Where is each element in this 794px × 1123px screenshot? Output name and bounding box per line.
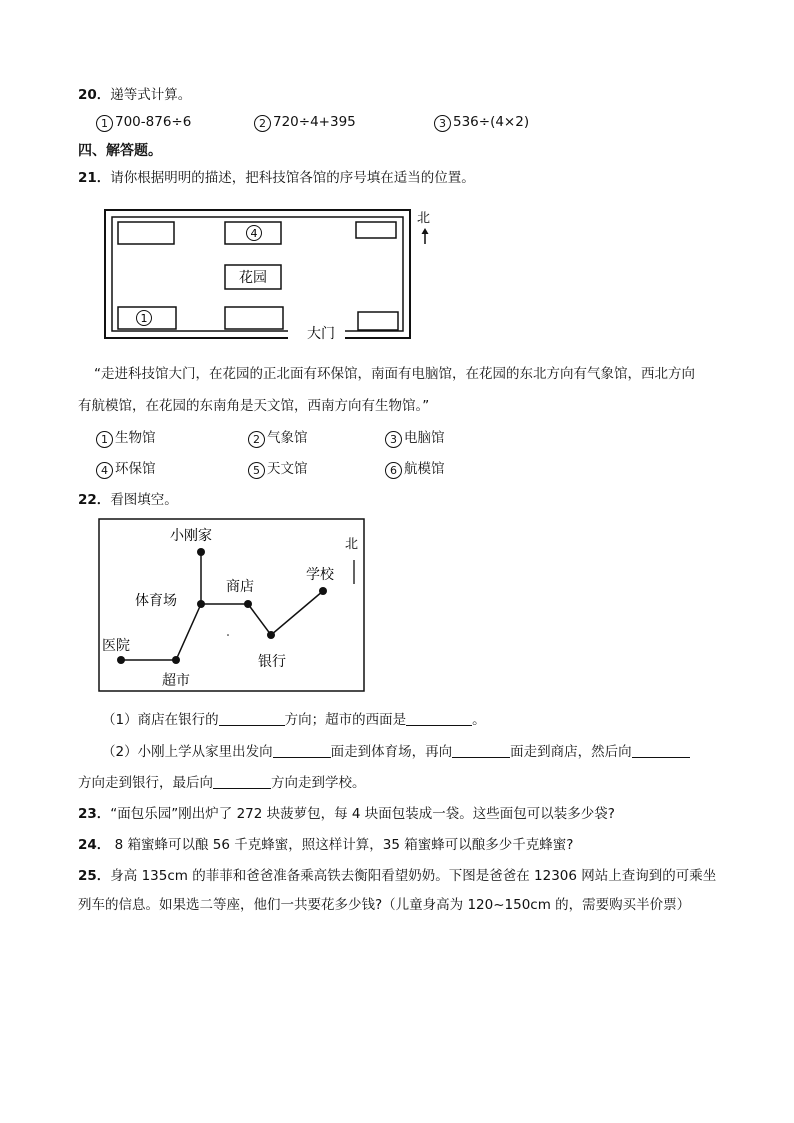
- school-label: 学校: [306, 567, 334, 583]
- q21-title: 请你根据明明的描述，把科技馆各馆的序号填在适当的位置。: [110, 170, 475, 186]
- q23-row: [78, 802, 615, 822]
- q20-title: 递等式计算。: [110, 87, 192, 103]
- q21-description-line1: “走进科技馆大门，在花园的正北面有环保馆，南面有电脑馆，在花园的东北方向有气象馆，西北方向: [94, 366, 695, 382]
- q23-number: 23．: [78, 806, 111, 822]
- circled-number: 2: [254, 115, 271, 132]
- answer-blank[interactable]: [213, 776, 271, 789]
- q22-number: 22．: [78, 492, 111, 508]
- section-heading: 四、解答题。: [78, 143, 162, 159]
- q20-number: 20．: [78, 87, 111, 103]
- supermarket-label: 超市: [162, 673, 190, 689]
- q20-item-2: 2 720÷4+395: [254, 114, 356, 132]
- q21-description-line2: 有航模馆，在花园的东南角是天文馆，西南方向有生物馆。”: [78, 398, 430, 414]
- garden-label: 花园: [239, 270, 267, 286]
- room-bottom-right: [358, 312, 398, 330]
- gate-label: 大门: [307, 326, 335, 342]
- stadium-label: 体育场: [135, 593, 177, 609]
- q21-option-4: 4 环保馆: [96, 457, 156, 479]
- answer-blank[interactable]: [406, 713, 472, 726]
- q25-line1: 身高 135cm 的菲菲和爸爸准备乘高铁去衡阳看望奶奶。下图是爸爸在 12306 网站上查询到的可乘坐: [110, 868, 717, 884]
- north-label: 北: [417, 211, 431, 226]
- q22-part2-line2: 方向走到银行，最后向 方向走到学校。: [78, 775, 366, 791]
- q21-option-3: 3 电脑馆: [385, 426, 445, 448]
- room-top-center-value: 4: [250, 227, 258, 240]
- hospital-point: [117, 656, 125, 664]
- answer-blank[interactable]: [219, 713, 285, 726]
- answer-blank[interactable]: [273, 745, 331, 758]
- q20-title-row: [78, 83, 191, 103]
- q21-title-row: [78, 166, 475, 186]
- shop-point: [244, 600, 252, 608]
- answer-blank[interactable]: [452, 745, 510, 758]
- room-top-left: [118, 222, 174, 244]
- q25-row: [78, 864, 716, 884]
- q22-title-row: [78, 488, 178, 508]
- q22-title: 看图填空。: [110, 492, 178, 508]
- north-label: 北: [345, 537, 359, 552]
- xiaogang-home-point: [197, 548, 205, 556]
- xiaogang-home-label: 小刚家: [170, 528, 212, 544]
- room-bottom-center: [225, 307, 283, 329]
- q25-line2: 列车的信息。如果选二等座，他们一共要花多少钱?（儿童身高为 120~150cm 的，需要购买半价票）: [78, 897, 691, 913]
- q22-part2-line1: （2）小刚上学从家里出发向 面走到体育场，再向 面走到商店，然后向: [102, 740, 690, 760]
- q20-item-1: 1 700-876÷6: [96, 114, 191, 132]
- q24-row: [78, 833, 573, 853]
- q21-option-1: 1 生物馆: [96, 426, 156, 448]
- q21-option-6: 6 航模馆: [385, 457, 445, 479]
- q22-part1: （1）商店在银行的 方向；超市的西面是 。: [102, 712, 486, 728]
- school-point: [319, 587, 327, 595]
- route-map: [98, 518, 366, 694]
- circled-number: 3: [434, 115, 451, 132]
- bank-point: [267, 631, 275, 639]
- stadium-point: [197, 600, 205, 608]
- q24-text: 8 箱蜜蜂可以酿 56 千克蜂蜜，照这样计算，35 箱蜜蜂可以酿多少千克蜂蜜?: [110, 837, 574, 853]
- q21-option-2: 2 气象馆: [248, 426, 308, 448]
- north-arrowhead-icon: [422, 228, 429, 234]
- hospital-label: 医院: [102, 638, 130, 654]
- room-top-right: [356, 222, 396, 238]
- science-museum-map: [100, 204, 440, 344]
- supermarket-point: [172, 656, 180, 664]
- circled-number: 1: [96, 115, 113, 132]
- q20-item-3: 3 536÷(4×2): [434, 114, 529, 132]
- q23-text: “面包乐园”刚出炉了 272 块菠萝包，每 4 块面包装成一袋。这些面包可以装多少袋?: [110, 806, 615, 822]
- q24-number: 24．: [78, 837, 111, 853]
- q21-number: 21．: [78, 170, 111, 186]
- room-bottom-left-value: 1: [140, 312, 148, 325]
- q21-option-5: 5 天文馆: [248, 457, 308, 479]
- answer-blank[interactable]: [632, 745, 690, 758]
- shop-label: 商店: [226, 579, 254, 595]
- bank-label: 银行: [258, 654, 286, 670]
- q25-number: 25．: [78, 868, 111, 884]
